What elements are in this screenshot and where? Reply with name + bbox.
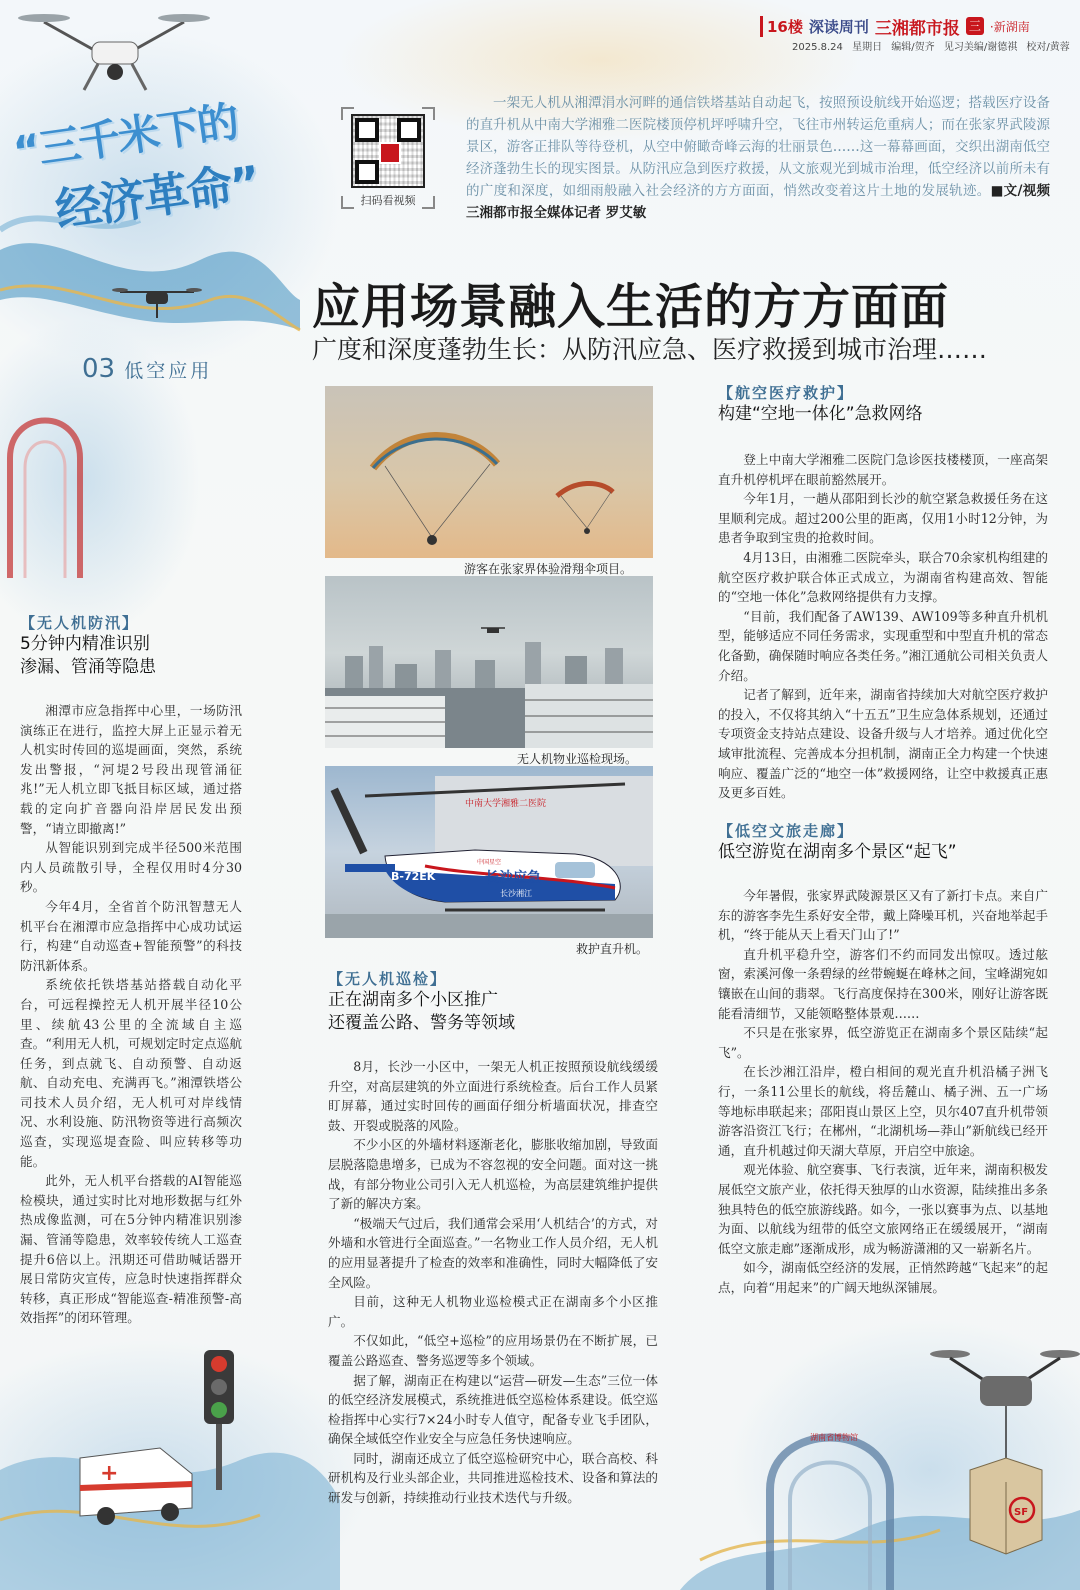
section-number: 03 [82,354,116,384]
paragraph: 系统依托铁塔基站搭载自动化平台，可远程操控无人机开展半径10公里、续航43公里的全流域自主巡查。“利用无人机，可规划定时定点巡航任务，到点就飞、自动预警、自动返航、自动充电、充满再飞。”湘潭铁塔公司技术人员介绍，无人机可对岸线情况、水利设施、防汛物资等进行高频次巡查，实现巡堤查险、叫应转移等功能。 [20,977,242,1169]
hospital-sign: 中南大学湘雅二医院 [465,799,547,809]
section-title: 低空应用 [124,360,213,382]
qr-code-icon[interactable] [351,114,425,188]
issue-date: 2025.8.24 [792,42,843,53]
photo-paragliding [325,386,653,558]
paragraph: 4月13日，由湘雅二医院牵头，联合70余家机构组建的航空医疗救护联合体正式成立，为湖南省构建高效、智能的“空地一体化”急救网络提供有力支撑。 [718,549,1048,605]
paragraph: 如今，湖南低空经济的发展，正悄然跨越“飞起来”的起点，向着“用起来”的广阔天地纵深铺展。 [718,1260,1048,1295]
photo-caption: 无人机物业巡检现场。 [517,752,638,766]
arch-landmark-icon [0,378,100,578]
section-heading-line2: 渗漏、管涌等隐患 [20,657,156,677]
paragraph: 观光体验、航空赛事、飞行表演，近年来，湖南积极发展低空文旅产业，依托得天独厚的山水资源，陆续推出多条独具特色的低空旅游线路。如今，一张以赛事为点、以基地为面、以航线为纽带的低空文旅网络正在缓缓展开，“湖南低空文旅走廊”逐渐成形，成为畅游潇湘的又一崭新名片。 [718,1162,1048,1256]
section-tag: 【航空医疗救护】 [718,384,855,402]
article-flood [20,612,242,1328]
paragraph: 不仅如此，“低空+巡检”的应用场景仍在不断扩展，已覆盖公路巡查、警务巡逻等多个领域。 [328,1333,658,1368]
section-heading-line1: 正在湖南多个小区推广 [328,990,498,1010]
feature-title-line1: “三千米下的 [10,96,241,177]
delivery-drone-icon [930,1340,1080,1590]
bridge-arch-icon [760,1400,900,1590]
lead-text: 一架无人机从湘潭涓水河畔的通信铁塔基站自动起飞，按照预设航线开始巡逻；搭载医疗设备的直升机从中南大学湘雅二医院楼顶停机坪呼啸升空，飞往市州转运危重病人；而在张家界武陵源景区，游客正排队等待登机，从空中俯瞰奇峰云海的壮丽景色……这一幕幕画面，交织出湖南低空经济蓬勃生长的现实图景。从防汛应急到医疗救援，从文旅观光到城市治理，低空经济以前所未有的广度和深度，如细雨般融入社会经济的方方面面，悄然改变着这片土地的发展轨迹。 [466,95,1050,199]
paragraph: 目前，这种无人机物业巡检模式正在湖南多个小区推广。 [328,1294,658,1329]
subheadline: 广度和深度蓬勃生长：从防汛应急、医疗救援到城市治理…… [312,335,988,364]
paragraph: 8月，长沙一小区中，一架无人机正按照预设航线缓缓升空，对高层建筑的外立面进行系统检查。后台工作人员紧盯屏幕，通过实时回传的画面仔细分析墙面状况，排查空鼓、开裂或脱落的风险。 [328,1059,658,1133]
masthead [760,14,1070,38]
paragraph: 今年4月，全省首个防汛智慧无人机平台在湘潭市应急指挥中心成功试运行，构建“自动巡查+智能预警”的科技防汛新体系。 [20,898,242,973]
small-drone-icon [112,282,202,326]
proofreader-credit: 校对/黄蓉 [1026,42,1070,53]
page-number: 16楼 [760,16,803,37]
qr-label: 扫码看视频 [360,194,416,207]
paragraph: 不只是在张家界，低空游览正在湖南多个景区陆续“起飞”。 [718,1025,1048,1060]
landmark-sign: 湖南省博物馆 [810,1433,858,1442]
lead-paragraph [466,92,1050,224]
feature-title-line2: 经济革命” [52,155,262,238]
editor-credit: 编辑/贺齐 [891,42,935,53]
photo-drone-inspection [325,576,653,748]
paragraph: 据了解，湖南正在构建以“运营—研发—生态”三位一体的低空经济发展模式，系统推进低空巡检体系建设。低空巡检指挥中心实行7×24小时专人值守，配备专业飞手团队，确保全域低空作业安全与应急任务快速响应。 [328,1372,658,1447]
paragraph: 今年暑假，张家界武陵源景区又有了新打卡点。来自广东的游客李先生系好安全带，戴上降噪耳机，兴奋地举起手机，“终于能从天上看天门山了!” [718,888,1048,943]
paragraph: 直升机平稳升空，游客们不约而同发出惊叹。透过舷窗，索溪河像一条碧绿的丝带蜿蜒在峰林之间，宝峰湖宛如镶嵌在山间的翡翠。飞行高度保持在300米，刚好让游客既能看清细节，又能领略整体景观…… [718,946,1048,1021]
drone-illustration-icon [14,6,214,102]
article-patrol [328,968,658,1508]
article-body [20,701,242,1328]
section-tag: 【低空文旅走廊】 [718,822,855,840]
app-name: ·新湖南 [989,19,1030,34]
column-name: 深读周刊 [808,17,869,36]
helicopter-brand: 长沙应急 [485,870,541,886]
section-heading-line1: 5分钟内精准识别 [20,634,150,654]
article-medical [718,382,1048,803]
dateline [792,38,1072,53]
section-heading-line1: 构建“空地一体化”急救网络 [718,404,923,424]
paragraph: 此外，无人机平台搭载的AI智能巡检模块，通过实时比对地形数据与红外热成像监测，可在5分钟内精准识别渗漏、管涌等隐患，效率较传统人工巡查提升6倍以上。汛期还可借助喊话器开展日常防灾宣传，应急时快速指挥群众转移，真正形成“智能巡查-精准预警-高效指挥”的闭环管理。 [20,1173,242,1326]
paragraph: 登上中南大学湘雅二医院门急诊医技楼楼顶，一座高架直升机停机坪在眼前豁然展开。 [718,452,1048,487]
paragraph: 今年1月，一趟从邵阳到长沙的航空紧急救援任务在这里顺利完成。超过200公里的距离，仅用1小时12分钟，为患者争取到宝贵的抢救时间。 [718,491,1048,546]
section-heading-line1: 低空游览在湖南多个景区“起飞” [718,842,957,862]
paraglider-icon [325,386,653,558]
paragraph: 同时，湖南还成立了低空巡检研究中心，联合高校、科研机构及行业头部企业，共同推进巡检技术、设备和算法的研发与创新，持续推动行业技术迭代与升级。 [328,1450,658,1506]
paragraph: 湘潭市应急指挥中心里，一场防汛演练正在进行，监控大屏上正显示着无人机实时传回的巡堤画面，突然，系统发出警报，“河堤2号段出现管涌征兆!”无人机立即飞抵目标区域，通过搭载的定向扩音器向沿岸居民发出预警，“请立即撤离!” [20,703,242,836]
article-tourism [718,820,1048,1297]
photo-rescue-helicopter [325,766,653,938]
paragraph: 不少小区的外墙材料逐渐老化，膨胀收缩加剧，导致面层脱落隐患增多，已成为不容忽视的安全问题。面对这一挑战，有部分物业公司引入无人机巡检，为高层建筑维护提供了新的解决方案。 [328,1137,658,1212]
paper-name: 三湘都市报 [874,18,960,39]
paragraph: “目前，我们配备了AW139、AW109等多种直升机机型，能够适应不同任务需求，实现重型和中型直升机的常态化备勤，确保随时响应各类任务。”湘江通航公司相关负责人介绍。 [718,608,1048,683]
helicopter-logo: 中国星空 [477,859,502,866]
courier-logo-icon: SF [1014,1507,1029,1518]
article-body [718,886,1048,1297]
paragraph: 记者了解到，近年来，湖南省持续加大对航空医疗救护的投入，不仅将其纳入“十五五”卫生应急体系规划，还通过专项资金支持站点建设、设备升级与人才培养。通过优化空域审批流程、完善成本分担机制，湖南正全力构建一个快速响应、覆盖广泛的“地空一体”救援网络，让空中救援真正惠及更多百姓。 [718,687,1048,801]
helicopter-registration: B-72EK [391,870,436,883]
section-heading-line2: 还覆盖公路、警务等领域 [328,1013,515,1033]
section-tag: 【无人机巡检】 [328,970,448,988]
qr-code-block[interactable] [340,106,436,210]
issue-weekday: 星期日 [852,42,883,53]
paragraph: 在长沙湘江沿岸，橙白相间的观光直升机沿橘子洲飞行，一条11公里长的航线，将岳麓山、橘子洲、五一广场等地标串联起来；邵阳崀山景区上空，贝尔407直升机带领游客沿资江飞行；在郴州，“北湖机场—莽山”新航线已经开通，直升机越过仰天湖大草原，开启空中旅途。 [718,1064,1048,1158]
city-skyline-icon [325,576,653,748]
photo-caption: 救护直升机。 [576,942,649,956]
article-body [328,1057,658,1508]
photo-caption: 游客在张家界体验滑翔伞项目。 [464,562,633,576]
app-logo-icon: 三 [966,17,984,35]
paragraph: “极端天气过后，我们通常会采用‘人机结合’的方式，对外墙和水管进行全面巡查。”一名物业工作人员介绍，无人机的应用显著提升了检查的效率和准确性，同时大幅降低了安全风险。 [328,1215,658,1290]
article-body [718,450,1048,803]
ambulance-icon [70,1428,200,1528]
ambulance-cross-icon: + [100,1461,119,1486]
section-label [82,354,212,384]
helicopter-icon [325,766,653,938]
byline: ■文/视频 三湘都市报全媒体记者 罗艾敏 [466,183,1050,221]
section-tag: 【无人机防汛】 [20,614,140,632]
paragraph: 从智能识别到完成半径500米范围内人员疏散引导，全程仅用时4分30秒。 [20,840,242,895]
headline: 应用场景融入生活的方方面面 [312,279,950,335]
helicopter-operator: 长沙湘江 [500,889,532,898]
designer-credit: 见习美编/谢德祺 [943,42,1018,53]
